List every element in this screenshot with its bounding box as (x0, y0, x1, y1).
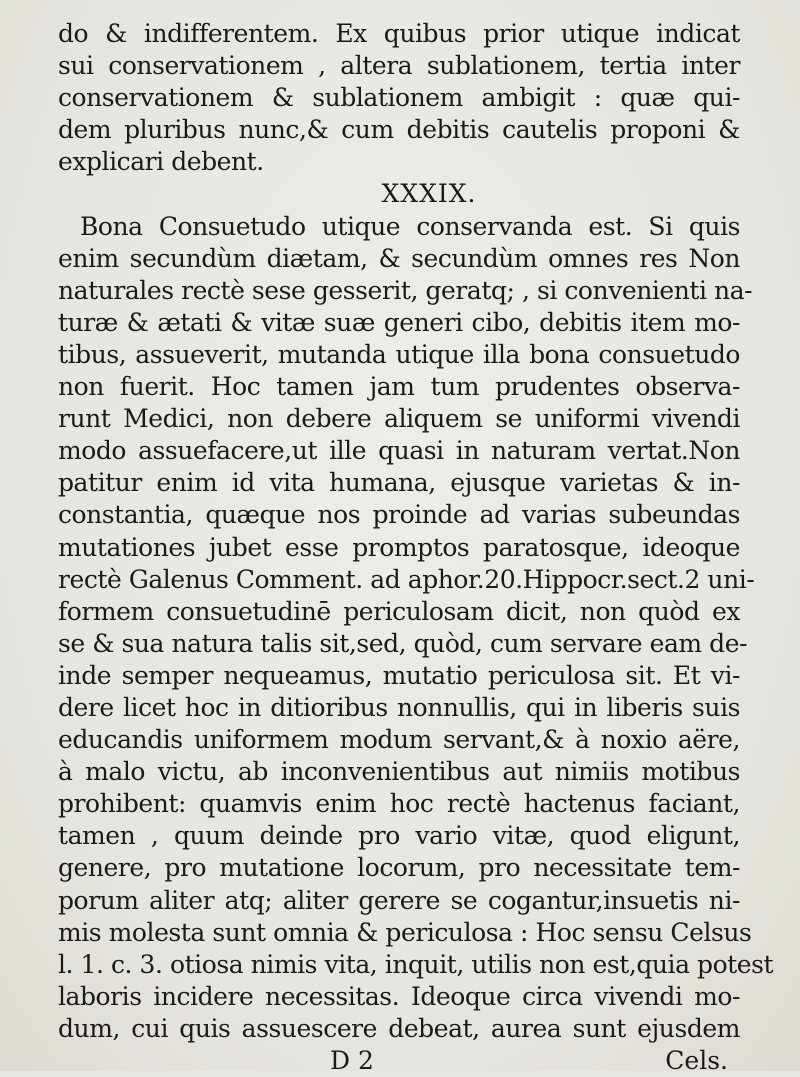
paragraph-line: dum, cui quis assuescere debeat, aurea sunt ejusdem (58, 1013, 740, 1043)
text-line: sui conservationem , altera sublationem, tertia inter (58, 51, 740, 81)
paragraph-line: mutationes jubet esse promptos paratosque, ideoque (58, 532, 740, 562)
paragraph-line: runt Medici, non debere aliquem se uniformi vivendi (58, 404, 740, 434)
paragraph-line: naturales rectè sese gesserit, geratq; , si convenienti na- (58, 275, 753, 305)
paragraph-line: dere licet hoc in ditioribus nonnullis, qui in liberis suis (58, 692, 740, 722)
paragraph-line: inde semper nequeamus, mutatio periculosa sit. Et vi- (58, 660, 740, 690)
paragraph-line: non fuerit. Hoc tamen jam tum prudentes observa- (58, 372, 740, 402)
paragraph-line: prohibent: quamvis enim hoc rectè hactenus faciant, (58, 789, 740, 819)
text-line: conservationem & sublationem ambigit : quæ qui- (58, 83, 740, 113)
paragraph-line: constantia, quæque nos proinde ad varias subeundas (58, 500, 740, 530)
paragraph-line: patitur enim id vita humana, ejusque varietas & in- (58, 468, 740, 498)
paragraph-line: mis molesta sunt omnia & periculosa : Hoc sensu Celsus (58, 917, 752, 947)
text-block (58, 18, 774, 1077)
paragraph-line: laboris incidere necessitas. Ideoque circa vivendi mo- (58, 981, 740, 1011)
paragraph-line: enim secundùm diætam, & secundùm omnes res Non (58, 243, 740, 273)
text-line: explicari debent. (58, 147, 264, 177)
paragraph-line: modo assuefacere,ut ille quasi in naturam vertat.Non (58, 436, 740, 466)
paragraph-line: porum aliter atq; aliter gerere se cogantur,insuetis ni- (58, 885, 740, 915)
catchword: Cels. (665, 1046, 728, 1075)
paragraph-line: turæ & ætati & vitæ suæ generi cibo, debitis item mo- (58, 307, 740, 337)
page-footer (58, 1045, 740, 1077)
paragraph-line: l. 1. c. 3. otiosa nimis vita, inquit, utilis non est,quia potest (58, 949, 774, 979)
signature-mark: D 2 (330, 1046, 374, 1075)
paragraph-line: educandis uniformem modum servant,& à noxio aëre, (58, 725, 740, 755)
text-line: dem pluribus nunc,& cum debitis cautelis proponi & (58, 115, 740, 145)
paragraph-line: se & sua natura talis sit,sed, quòd, cum servare eam de- (58, 628, 748, 658)
paragraph-line: tamen , quum deinde pro vario vitæ, quod eligunt, (58, 821, 740, 851)
section-heading: XXXIX. (381, 179, 477, 209)
paragraph-line: à malo victu, ab inconvenientibus aut nimiis motibus (58, 757, 740, 787)
paragraph-line: rectè Galenus Comment. ad aphor.20.Hippocr.sect.2 uni- (58, 564, 755, 594)
paragraph-line: tibus, assueverit, mutanda utique illa bona consuetudo (58, 339, 740, 369)
paragraph-line: Bona Consuetudo utique conservanda est. Si quis (80, 211, 740, 241)
text-line: do & indifferentem. Ex quibus prior utique indicat (58, 19, 740, 48)
paragraph-line: genere, pro mutatione locorum, pro necessitate tem- (58, 853, 740, 883)
paragraph-line: formem consuetudinē periculosam dicit, non quòd ex (58, 596, 740, 626)
